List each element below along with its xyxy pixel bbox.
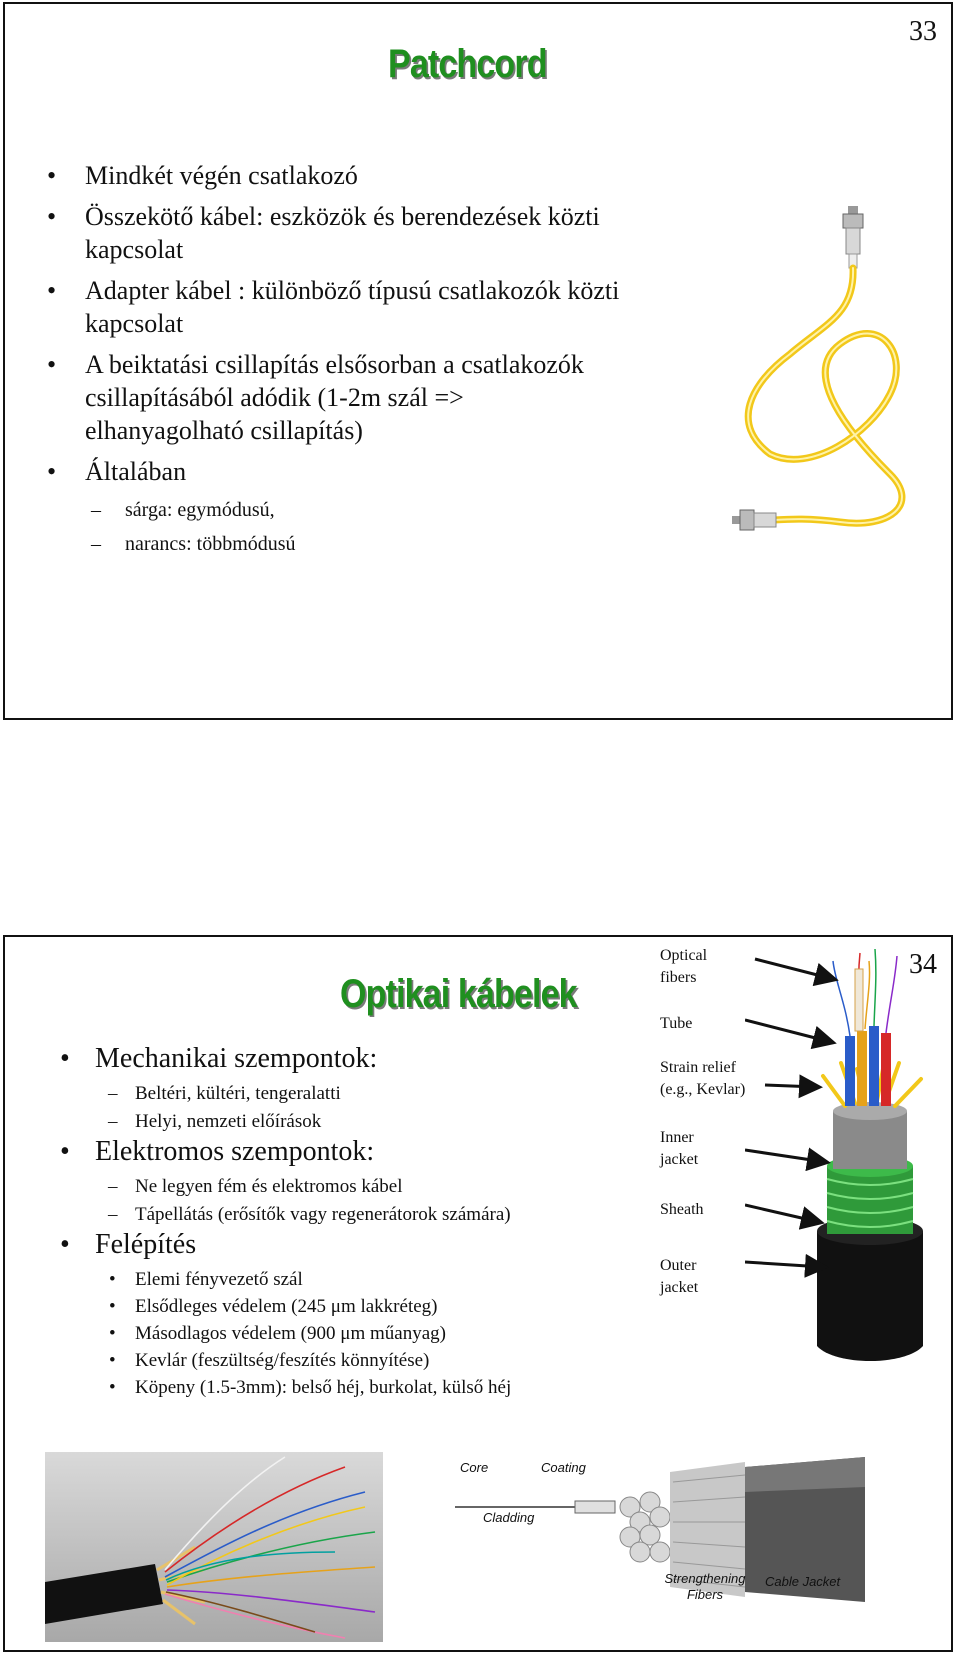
sub-bullet-item: • Elsődleges védelem (245 μm lakkréteg): [5, 1293, 645, 1320]
page-number: 34: [909, 949, 937, 980]
sub-bullet-item: • Köpeny (1.5-3mm): belső héj, burkolat, külső héj: [5, 1374, 645, 1401]
bullet-list: [5, 1042, 645, 1401]
label-core: Core: [460, 1460, 489, 1475]
slide-title: Patchcord: [388, 42, 547, 86]
label-inner-jacket: Inner jacket: [660, 1129, 699, 1168]
bullet-item: • Általában: [5, 455, 705, 488]
sub-bullet-item: • Másodlagos védelem (900 μm műanyag): [5, 1320, 645, 1347]
bullet-item: • Összekötő kábel: eszközök és berendezések közti kapcsolat: [5, 200, 645, 266]
sub-bullet-item: – Beltéri, kültéri, tengeralatti: [5, 1080, 645, 1107]
label-cladding: Cladding: [483, 1510, 535, 1525]
bullet-item: • Mechanikai szempontok:: [5, 1042, 645, 1076]
sub-bullet-item: – Helyi, nemzeti előírások: [5, 1108, 645, 1135]
bullet-item: • Elektromos szempontok:: [5, 1135, 645, 1169]
slide-34: [3, 935, 953, 1652]
fiber-cable-photo: [45, 1452, 383, 1642]
label-coating: Coating: [541, 1460, 586, 1475]
sub-bullet-item: • Elemi fényvezető szál: [5, 1266, 645, 1293]
bullet-item: • Adapter kábel : különböző típusú csatlakozók közti kapcsolat: [5, 274, 645, 340]
bullet-item: • Mindkét végén csatlakozó: [5, 159, 705, 192]
bullet-list: [5, 159, 705, 558]
sub-bullet-item: • Kevlár (feszültség/feszítés könnyítése): [5, 1347, 645, 1374]
label-strain-relief: Strain relief (e.g., Kevlar): [660, 1059, 746, 1098]
page-number: 33: [909, 16, 937, 47]
sub-bullet-item: – Ne legyen fém és elektromos kábel: [5, 1173, 645, 1200]
label-strengthening-fibers: Strengthening Fibers: [664, 1571, 746, 1602]
label-cable-jacket: Cable Jacket: [765, 1574, 841, 1589]
pointer-arrows: [745, 937, 855, 1317]
sub-bullet-item: – sárga: egymódusú,: [5, 496, 705, 524]
label-optical-fibers: Optical fibers: [660, 947, 708, 986]
fiber-layers-diagram: [445, 1457, 885, 1637]
patchcord-image: [730, 204, 950, 564]
slide-title: Optikai kábelek: [340, 972, 577, 1016]
sub-bullet-item: – Tápellátás (erősítők vagy regenerátorok számára): [5, 1201, 645, 1228]
sub-bullet-item: – narancs: többmódusú: [5, 530, 705, 558]
bullet-item: • Felépítés: [5, 1228, 645, 1262]
label-tube: Tube: [660, 1015, 693, 1032]
label-outer-jacket: Outer jacket: [660, 1257, 699, 1296]
bullet-item: • A beiktatási csillapítás elsősorban a csatlakozók csillapításából adódik (1-2m szál => elhanyagolható csillapítás): [5, 348, 625, 447]
label-sheath: Sheath: [660, 1201, 704, 1218]
slide-33: [3, 2, 953, 720]
